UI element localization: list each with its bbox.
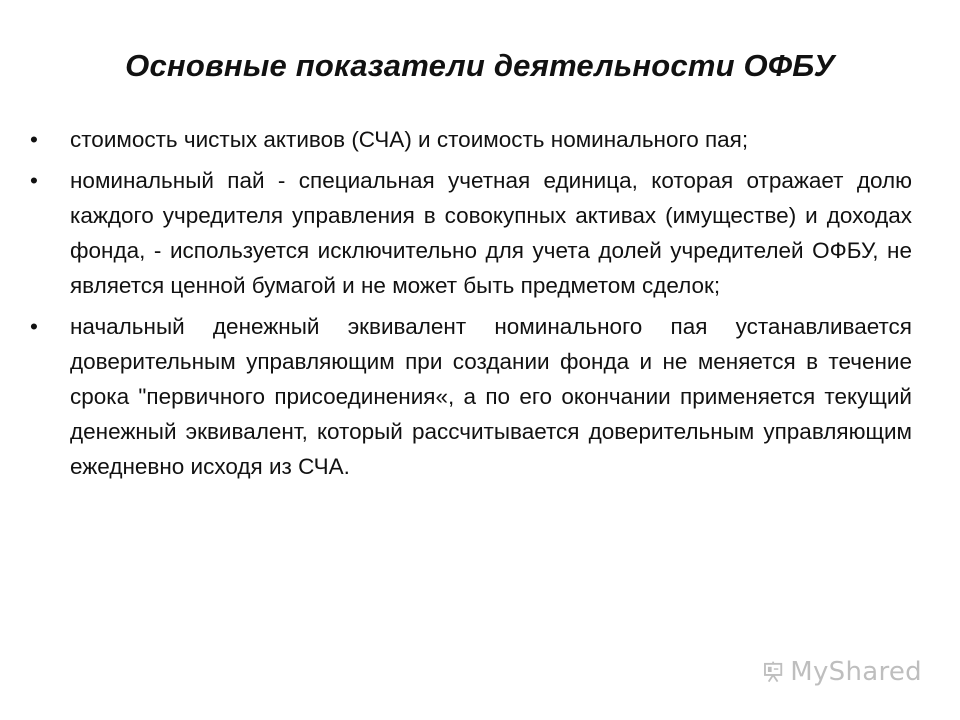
bullet-item: [30, 309, 912, 484]
bullet-text: номинальный пай - специальная учетная единица, которая отражает долю каждого учредителя управления в совокупных активах (имуществе) и доходах фонда, - используется исключительно для учета долей учредителей ОФБУ, не является ценной бумагой и не может быть предметом сделок;: [70, 168, 912, 298]
bullet-text: начальный денежный эквивалент номинального пая устанавливается доверительным управляющим при создании фонда и не меняется в течение срока "первичного присоединения«, а по его окончании применяется текущий денежный эквивалент, который рассчитывается доверительным управляющим ежедневно исходя из СЧА.: [70, 314, 912, 479]
bullet-marker: •: [30, 168, 38, 193]
bullet-item: [30, 163, 912, 303]
slide-title: Основные показатели деятельности ОФБУ: [125, 48, 835, 83]
bullet-text: стоимость чистых активов (СЧА) и стоимость номинального пая;: [70, 127, 749, 152]
bullet-marker: •: [30, 314, 38, 339]
bullet-item: [30, 122, 912, 157]
presentation-board-icon: [762, 657, 784, 687]
watermark-text: MyShared: [790, 657, 922, 687]
watermark-logo: [762, 654, 922, 690]
bullet-marker: •: [30, 127, 38, 152]
bullet-list: [30, 122, 912, 490]
